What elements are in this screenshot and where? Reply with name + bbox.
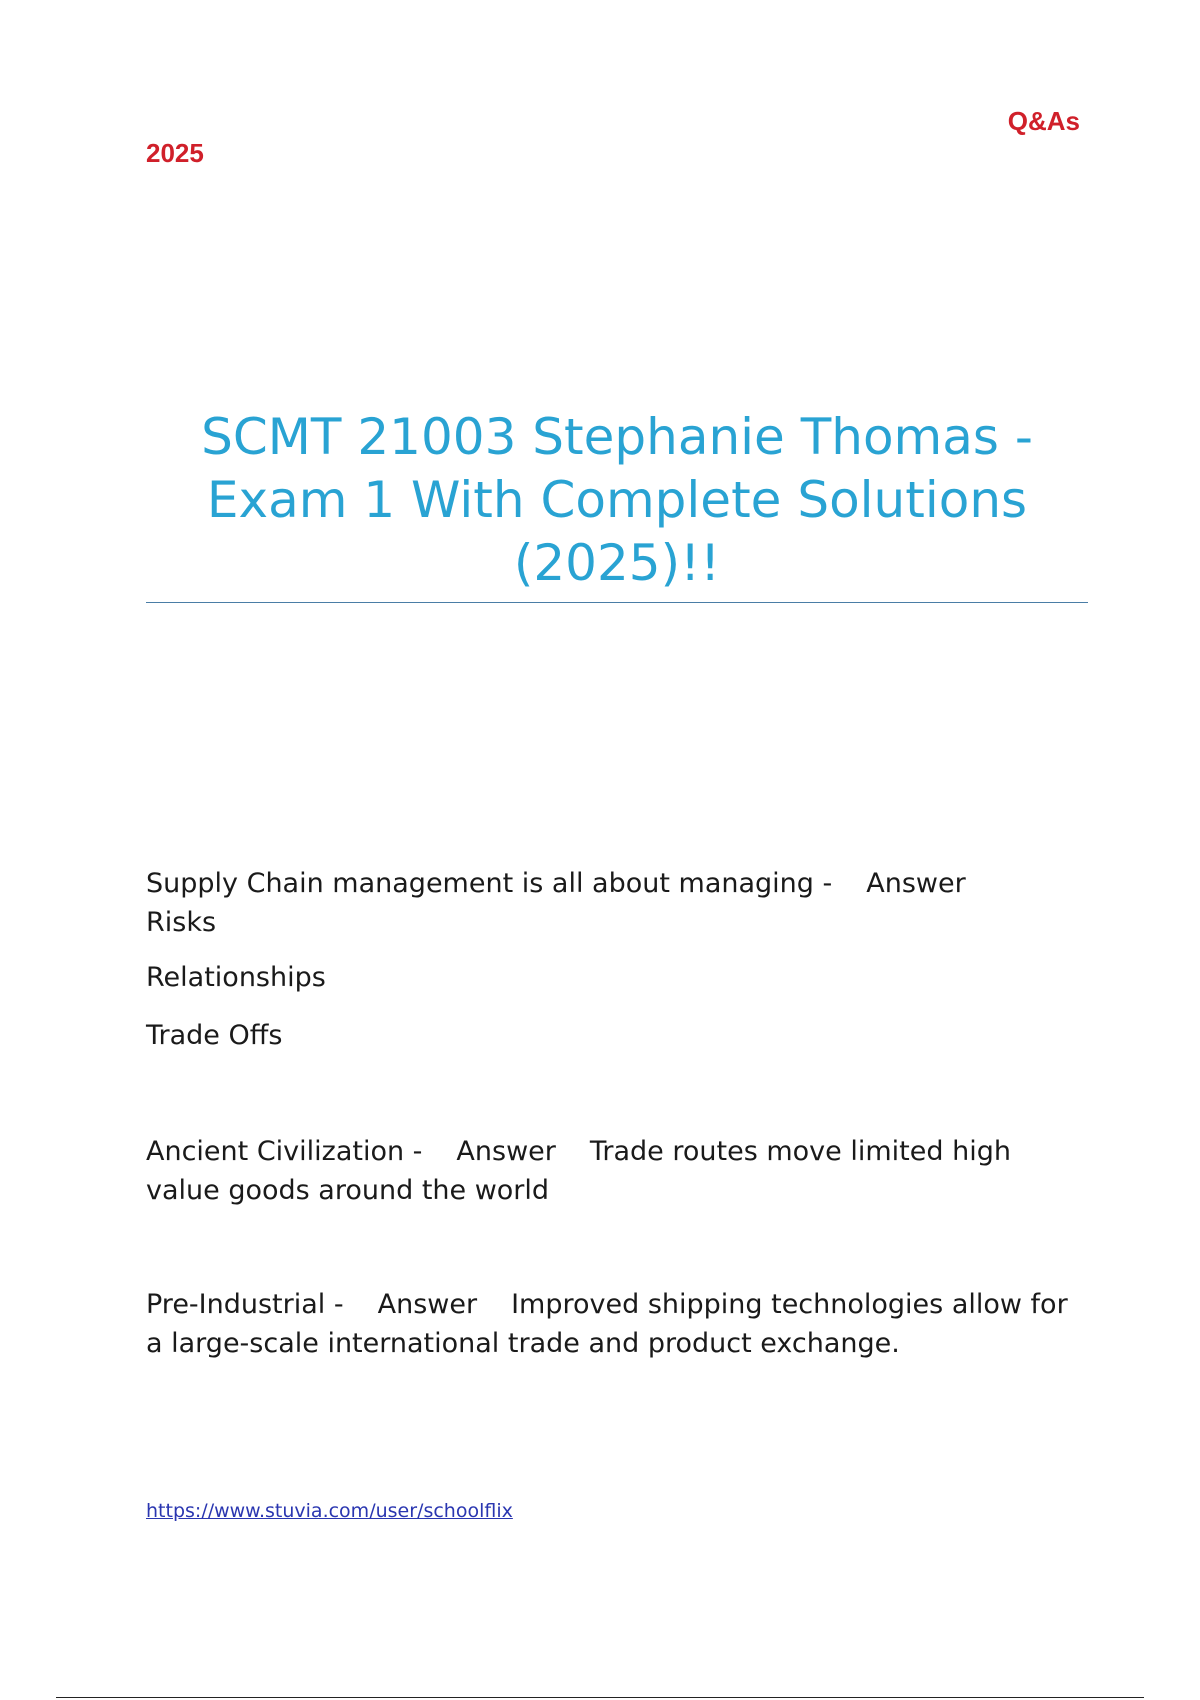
question-text: Pre-Industrial - [146, 1289, 344, 1320]
qa-item-3 [146, 1285, 1088, 1363]
title-divider [146, 602, 1088, 603]
footer-divider [56, 1697, 1144, 1698]
document-title: SCMT 21003 Stephanie Thomas - Exam 1 With Complete Solutions (2025)!! [201, 408, 1033, 592]
qa-item-1 [146, 864, 1088, 942]
answer-line: Relationships [146, 962, 326, 993]
answer-label: Answer [866, 868, 966, 899]
qa-item-2 [146, 1132, 1088, 1210]
answer-text: Trade routes move limited high value goods around the world [146, 1136, 1011, 1206]
answer-text: Improved shipping technologies allow for a large-scale international trade and product exchange. [146, 1289, 1068, 1359]
header-year: 2025 [146, 138, 204, 168]
question-text: Supply Chain management is all about managing - [146, 868, 833, 899]
header-tag: Q&As [1007, 106, 1080, 136]
question-text: Ancient Civilization - [146, 1136, 423, 1167]
answer-label: Answer [456, 1136, 556, 1167]
answer-label: Answer [377, 1289, 478, 1320]
answer-line: Risks [146, 907, 217, 938]
answer-line: Trade Offs [146, 1020, 283, 1051]
source-link[interactable]: https://www.stuvia.com/user/schoolflix [146, 1500, 513, 1522]
